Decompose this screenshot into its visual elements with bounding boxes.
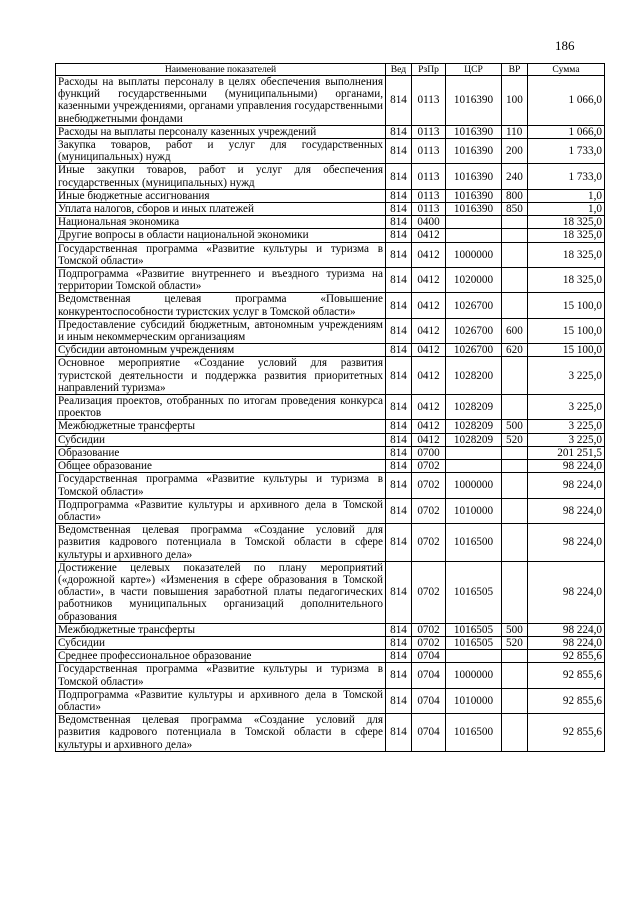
table-row [56,139,605,164]
table-row [56,293,605,318]
table-row [56,229,605,242]
cell-vr: 240 [502,164,528,189]
cell-name: Образование [56,446,386,459]
cell-sum: 18 325,0 [528,229,605,242]
cell-vr: 520 [502,636,528,649]
cell-ved: 814 [386,714,412,752]
header-vr: ВР [502,64,528,76]
page-number: 186 [555,38,575,53]
cell-csr: 1020000 [446,268,502,293]
cell-sum: 92 855,6 [528,688,605,713]
cell-ved: 814 [386,357,412,395]
cell-csr: 1016500 [446,714,502,752]
cell-ved: 814 [386,164,412,189]
cell-sum: 1,0 [528,203,605,216]
cell-vr [502,561,528,623]
cell-csr: 1016390 [446,203,502,216]
cell-sum: 3 225,0 [528,357,605,395]
cell-sum: 15 100,0 [528,293,605,318]
cell-vr: 600 [502,318,528,343]
cell-vr [502,460,528,473]
cell-csr: 1016390 [446,164,502,189]
cell-sum: 15 100,0 [528,344,605,357]
cell-vr [502,524,528,562]
table-header-row [56,64,605,76]
cell-sum: 18 325,0 [528,216,605,229]
cell-sum: 18 325,0 [528,268,605,293]
cell-vr: 100 [502,76,528,126]
header-name: Наименование показателей [56,64,386,76]
cell-csr: 1016505 [446,561,502,623]
cell-ved: 814 [386,203,412,216]
table-row [56,524,605,562]
cell-csr: 1028200 [446,357,502,395]
cell-vr: 500 [502,623,528,636]
cell-ved: 814 [386,561,412,623]
cell-rzpr: 0412 [412,293,446,318]
cell-vr: 200 [502,139,528,164]
cell-rzpr: 0702 [412,524,446,562]
cell-ved: 814 [386,229,412,242]
cell-csr [446,650,502,663]
cell-name: Общее образование [56,460,386,473]
cell-csr: 1016505 [446,623,502,636]
cell-rzpr: 0412 [412,229,446,242]
cell-vr: 620 [502,344,528,357]
cell-ved: 814 [386,498,412,523]
cell-rzpr: 0412 [412,420,446,433]
table-row [56,688,605,713]
cell-ved: 814 [386,242,412,267]
cell-vr [502,663,528,688]
cell-rzpr: 0704 [412,663,446,688]
cell-rzpr: 0702 [412,636,446,649]
table-row [56,344,605,357]
cell-rzpr: 0412 [412,268,446,293]
table-row [56,561,605,623]
cell-csr: 1028209 [446,433,502,446]
cell-csr [446,229,502,242]
cell-rzpr: 0412 [412,344,446,357]
cell-rzpr: 0704 [412,688,446,713]
cell-rzpr: 0702 [412,498,446,523]
cell-ved: 814 [386,636,412,649]
cell-name: Субсидии [56,433,386,446]
cell-name: Реализация проектов, отобранных по итогам проведения конкурса проектов [56,395,386,420]
cell-rzpr: 0702 [412,623,446,636]
cell-vr [502,446,528,459]
cell-csr: 1000000 [446,242,502,267]
cell-csr: 1000000 [446,663,502,688]
cell-ved: 814 [386,344,412,357]
cell-vr [502,473,528,498]
cell-csr: 1016505 [446,636,502,649]
cell-vr [502,714,528,752]
cell-sum: 92 855,6 [528,663,605,688]
cell-rzpr: 0412 [412,318,446,343]
cell-csr: 1026700 [446,318,502,343]
cell-sum: 98 224,0 [528,636,605,649]
cell-vr [502,229,528,242]
cell-name: Ведомственная целевая программа «Создание условий для развития кадрового потенциала в Томской области в сфере культуры и архивного дела» [56,524,386,562]
cell-vr: 520 [502,433,528,446]
cell-rzpr: 0400 [412,216,446,229]
budget-table [55,63,605,752]
cell-rzpr: 0113 [412,125,446,138]
cell-name: Подпрограмма «Развитие культуры и архивного дела в Томской области» [56,498,386,523]
table-row [56,395,605,420]
table-row [56,242,605,267]
cell-ved: 814 [386,433,412,446]
cell-sum: 1 066,0 [528,125,605,138]
cell-name: Государственная программа «Развитие культуры и туризма в Томской области» [56,473,386,498]
cell-sum: 98 224,0 [528,460,605,473]
cell-rzpr: 0113 [412,164,446,189]
cell-name: Другие вопросы в области национальной экономики [56,229,386,242]
table-row [56,216,605,229]
table-row [56,268,605,293]
cell-rzpr: 0702 [412,460,446,473]
header-rzpr: РзПр [412,64,446,76]
cell-rzpr: 0412 [412,357,446,395]
cell-sum: 1 733,0 [528,139,605,164]
table-row [56,433,605,446]
cell-rzpr: 0412 [412,395,446,420]
cell-name: Межбюджетные трансферты [56,623,386,636]
header-ved: Вед [386,64,412,76]
cell-ved: 814 [386,623,412,636]
cell-sum: 1,0 [528,189,605,202]
cell-sum: 3 225,0 [528,433,605,446]
cell-name: Расходы на выплаты персоналу казенных учреждений [56,125,386,138]
table-row [56,498,605,523]
table-row [56,318,605,343]
table-body [56,76,605,752]
cell-ved: 814 [386,125,412,138]
cell-name: Подпрограмма «Развитие внутреннего и въездного туризма на территории Томской области» [56,268,386,293]
cell-ved: 814 [386,216,412,229]
cell-vr [502,242,528,267]
cell-vr [502,293,528,318]
cell-csr: 1026700 [446,293,502,318]
cell-name: Достижение целевых показателей по плану мероприятий («дорожной карте») «Изменения в сфере образования в Томской области», в части повышения заработной платы педагогических работников муниципальных организаций дополнительного образования [56,561,386,623]
header-sum: Сумма [528,64,605,76]
cell-rzpr: 0412 [412,433,446,446]
cell-ved: 814 [386,189,412,202]
table-row [56,164,605,189]
cell-name: Государственная программа «Развитие культуры и туризма в Томской области» [56,663,386,688]
cell-name: Иные бюджетные ассигнования [56,189,386,202]
cell-ved: 814 [386,688,412,713]
cell-sum: 3 225,0 [528,395,605,420]
cell-ved: 814 [386,524,412,562]
table-row [56,125,605,138]
cell-rzpr: 0412 [412,242,446,267]
cell-csr: 1016500 [446,524,502,562]
cell-sum: 98 224,0 [528,623,605,636]
cell-rzpr: 0113 [412,203,446,216]
cell-name: Субсидии [56,636,386,649]
header-csr: ЦСР [446,64,502,76]
cell-name: Ведомственная целевая программа «Создание условий для развития кадрового потенциала в Томской области в сфере культуры и архивного дела» [56,714,386,752]
cell-ved: 814 [386,460,412,473]
cell-ved: 814 [386,420,412,433]
cell-csr: 1026700 [446,344,502,357]
cell-ved: 814 [386,395,412,420]
cell-name: Подпрограмма «Развитие культуры и архивного дела в Томской области» [56,688,386,713]
cell-vr: 800 [502,189,528,202]
cell-sum: 98 224,0 [528,473,605,498]
cell-vr [502,498,528,523]
cell-vr: 110 [502,125,528,138]
cell-ved: 814 [386,663,412,688]
cell-ved: 814 [386,139,412,164]
cell-sum: 92 855,6 [528,650,605,663]
cell-csr: 1016390 [446,76,502,126]
table-row [56,420,605,433]
table-row [56,636,605,649]
cell-sum: 98 224,0 [528,524,605,562]
cell-name: Субсидии автономным учреждениям [56,344,386,357]
cell-sum: 98 224,0 [528,561,605,623]
cell-csr: 1010000 [446,688,502,713]
cell-vr: 850 [502,203,528,216]
cell-rzpr: 0702 [412,561,446,623]
cell-name: Основное мероприятие «Создание условий для развития туристской деятельности и поддержка развития приоритетных направлений туризма» [56,357,386,395]
cell-rzpr: 0704 [412,650,446,663]
cell-rzpr: 0113 [412,76,446,126]
cell-sum: 1 733,0 [528,164,605,189]
cell-vr [502,650,528,663]
cell-sum: 92 855,6 [528,714,605,752]
cell-csr [446,216,502,229]
cell-csr: 1028209 [446,420,502,433]
cell-rzpr: 0113 [412,189,446,202]
table-row [56,189,605,202]
cell-sum: 1 066,0 [528,76,605,126]
cell-csr: 1016390 [446,139,502,164]
cell-rzpr: 0700 [412,446,446,459]
cell-name: Государственная программа «Развитие культуры и туризма в Томской области» [56,242,386,267]
table-row [56,76,605,126]
cell-name: Уплата налогов, сборов и иных платежей [56,203,386,216]
table-row [56,460,605,473]
cell-ved: 814 [386,76,412,126]
cell-sum: 15 100,0 [528,318,605,343]
cell-sum: 3 225,0 [528,420,605,433]
cell-csr: 1016390 [446,125,502,138]
cell-csr: 1010000 [446,498,502,523]
cell-sum: 18 325,0 [528,242,605,267]
cell-sum: 201 251,5 [528,446,605,459]
table-row [56,650,605,663]
cell-vr: 500 [502,420,528,433]
table-row [56,203,605,216]
cell-ved: 814 [386,318,412,343]
cell-ved: 814 [386,293,412,318]
table-row [56,446,605,459]
cell-name: Ведомственная целевая программа «Повышение конкурентоспособности туристских услуг в Томской области» [56,293,386,318]
table-row [56,357,605,395]
cell-name: Среднее профессиональное образование [56,650,386,663]
cell-csr: 1028209 [446,395,502,420]
cell-ved: 814 [386,650,412,663]
cell-ved: 814 [386,268,412,293]
cell-csr: 1016390 [446,189,502,202]
cell-vr [502,216,528,229]
cell-name: Национальная экономика [56,216,386,229]
cell-ved: 814 [386,473,412,498]
cell-name: Межбюджетные трансферты [56,420,386,433]
cell-rzpr: 0704 [412,714,446,752]
cell-csr [446,446,502,459]
cell-vr [502,395,528,420]
cell-name: Расходы на выплаты персоналу в целях обеспечения выполнения функций государственными (муниципальными) органами, казенными учреждениями, органами управления государственными внебюджетными фондами [56,76,386,126]
cell-rzpr: 0702 [412,473,446,498]
table-row [56,623,605,636]
cell-csr [446,460,502,473]
cell-name: Иные закупки товаров, работ и услуг для обеспечения государственных (муниципальных) нужд [56,164,386,189]
cell-vr [502,688,528,713]
cell-name: Предоставление субсидий бюджетным, автономным учреждениям и иным некоммерческим организациям [56,318,386,343]
table-row [56,663,605,688]
table-row [56,714,605,752]
cell-vr [502,268,528,293]
cell-name: Закупка товаров, работ и услуг для государственных (муниципальных) нужд [56,139,386,164]
cell-vr [502,357,528,395]
table-row [56,473,605,498]
cell-ved: 814 [386,446,412,459]
cell-csr: 1000000 [446,473,502,498]
cell-rzpr: 0113 [412,139,446,164]
cell-sum: 98 224,0 [528,498,605,523]
